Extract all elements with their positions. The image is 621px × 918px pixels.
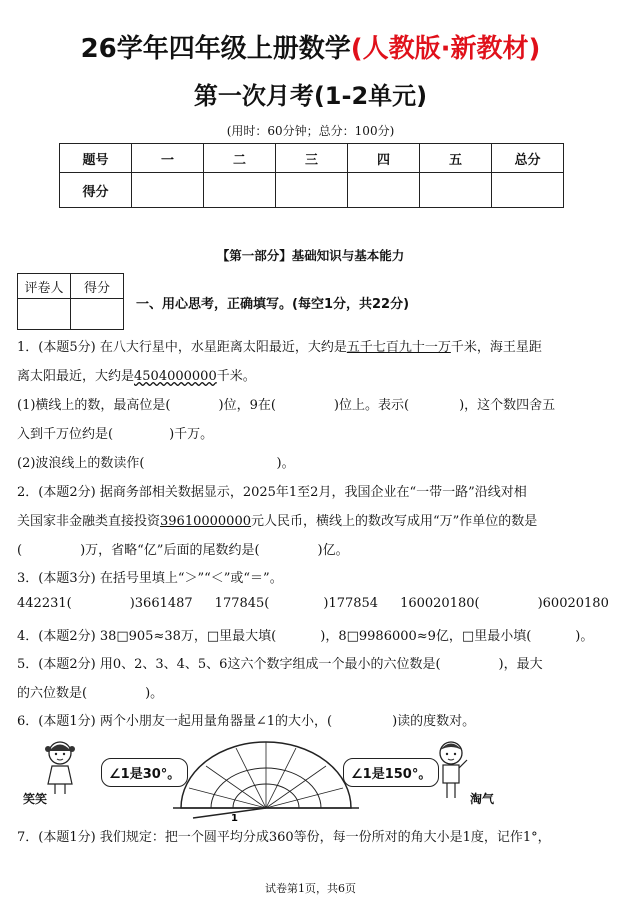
score-cell[interactable] (348, 173, 420, 208)
page-footer: 试卷第1页，共6页 (265, 882, 356, 895)
score-cell[interactable] (276, 173, 348, 208)
score-cell[interactable] (204, 173, 276, 208)
grader-score-label: 得分 (71, 274, 124, 299)
q3-items: 442231( )3661487 177845( )177854 160020180( )60020180 (17, 596, 609, 611)
q2-line-3: ( )万，省略“亿”后面的尾数约是( )亿。 (17, 543, 349, 558)
time-info: (用时：60分钟；总分：100分) (226, 124, 395, 138)
score-cell[interactable] (132, 173, 204, 208)
q2-line-1: 2．(本题2分) 据商务部相关数据显示，2025年1至2月，我国企业在“一带一路”沿线对相 (17, 485, 527, 500)
score-row-label: 得分 (60, 173, 132, 208)
part-title: 【第一部分】基础知识与基本能力 (216, 248, 405, 263)
q1-line-1: 1．(本题5分) 在八大行星中，水星距离太阳最近，大约是五千七百九十一万千米，海王星距 (17, 340, 542, 355)
angle-label: 1 (231, 813, 238, 822)
score-table (59, 143, 564, 208)
exam-title: 26学年四年级上册数学(人教版·新教材) (80, 34, 541, 64)
boy-illustration (431, 738, 471, 804)
q5-line-1: 5．(本题2分) 用0、2、3、4、5、6这六个数字组成一个最小的六位数是( )，最大 (17, 657, 543, 672)
q1-line-2: 离太阳最近，大约是4504000000千米。 (17, 369, 256, 384)
edition-label: (人教版·新教材) (350, 34, 541, 64)
score-header-cell: 一 (132, 144, 204, 173)
score-header-cell: 五 (420, 144, 492, 173)
q2-line-2: 关国家非金融类直接投资39610000000元人民币，横线上的数改写成用“万”作单位的数是 (17, 514, 538, 529)
grader-score-cell[interactable] (71, 299, 124, 330)
q4-line: 4．(本题2分) 38□905≈38万，□里最大填( )，8□9986000≈9亿，□里最小填( )。 (17, 629, 594, 644)
score-header-cell: 题号 (60, 144, 132, 173)
q1-wavy-number: 4504000000 (134, 369, 217, 384)
score-cell[interactable] (420, 173, 492, 208)
q7-line: 7．(本题1分) 我们规定：把一个圆平均分成360等份，每一份所对的角大小是1度，记作1°， (17, 830, 551, 845)
q1-part1-line-2: 入到千万位约是( )千万。 (17, 427, 214, 442)
boy-name: 淘气 (470, 792, 495, 806)
q1-part1-line-1: (1)横线上的数，最高位是( )位，9在( )位上。表示( )，这个数四舍五 (17, 398, 556, 413)
score-header-cell: 三 (276, 144, 348, 173)
score-header-cell: 四 (348, 144, 420, 173)
score-cell[interactable] (492, 173, 564, 208)
protractor-icon (173, 738, 359, 822)
q1-underlined-number: 五千七百九十一万 (346, 340, 451, 355)
grader-reviewer-cell[interactable] (18, 299, 71, 330)
girl-illustration (39, 738, 81, 796)
score-table-score-row (60, 173, 564, 208)
q5-line-2: 的六位数是( )。 (17, 686, 164, 701)
exam-subtitle: 第一次月考(1-2单元) (193, 82, 428, 110)
girl-name: 笑笑 (23, 792, 48, 806)
q6-line: 6．(本题1分) 两个小朋友一起用量角器量∠1的大小，( )读的度数对。 (17, 714, 476, 729)
score-header-cell: 总分 (492, 144, 564, 173)
score-table-header-row (60, 144, 564, 173)
q1-part2-line: (2)波浪线上的数读作( )。 (17, 456, 295, 471)
grader-table (17, 273, 124, 330)
boy-speech-bubble: ∠1是150°。 (343, 758, 439, 787)
girl-speech-bubble: ∠1是30°。 (101, 758, 188, 787)
q2-underlined-number: 39610000000 (160, 514, 251, 529)
grader-reviewer-label: 评卷人 (18, 274, 71, 299)
protractor-figure (17, 738, 517, 822)
q3-stem: 3．(本题3分) 在括号里填上“＞”“＜”或“＝”。 (17, 571, 283, 586)
section-title: 一、用心思考，正确填写。(每空1分，共22分) (136, 297, 410, 312)
score-header-cell: 二 (204, 144, 276, 173)
